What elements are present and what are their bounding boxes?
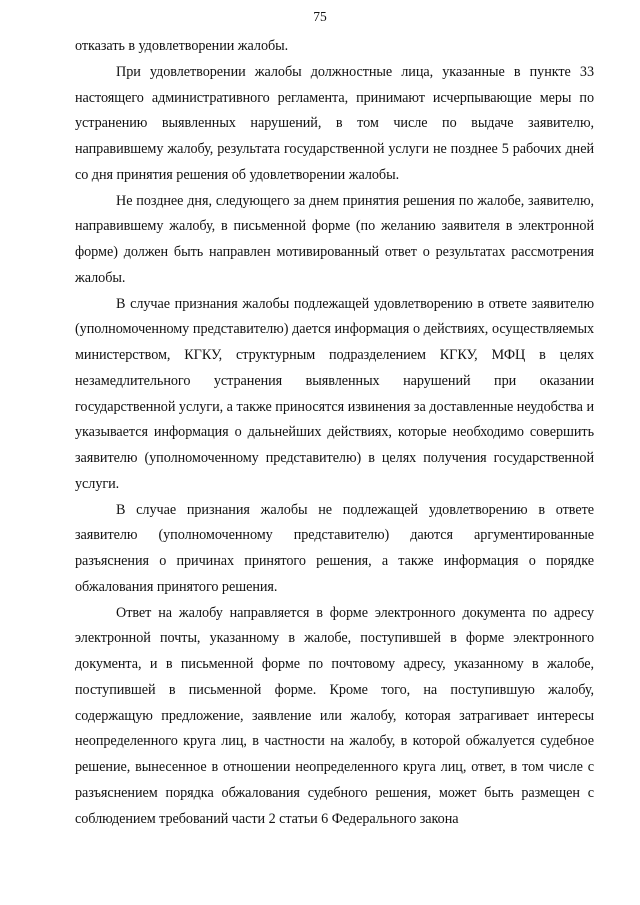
paragraph-complaint-satisfaction: При удовлетворении жалобы должностные лица, указанные в пункте 33 настоящего административного регламента, принимают исчерпывающие меры по устранению выявленных нарушений, в том числе по выдаче заявителю, направившему жалобу, результата государственной услуги не позднее 5 рабочих дней со дня принятия решения об удовлетворении жалобы. xyxy=(75,63,594,183)
paragraph-complaint-rejected: В случае признания жалобы не подлежащей удовлетворению в ответе заявителю (уполномоченному представителю) даются аргументированные разъяснения о причинах принятого решения, а также информация о порядке обжалования принятого решения. xyxy=(75,501,594,595)
document-body xyxy=(75,34,594,832)
page-number: 75 xyxy=(313,9,327,24)
paragraph-reasoned-response: Не позднее дня, следующего за днем принятия решения по жалобе, заявителю, направившему жалобу, в письменной форме (по желанию заявителя в электронной форме) должен быть направлен мотивированный ответ о результатах рассмотрения жалобы. xyxy=(75,192,594,286)
paragraph-complaint-upheld: В случае признания жалобы подлежащей удовлетворению в ответе заявителю (уполномоченному представителю) дается информация о действиях, осуществляемых министерством, КГКУ, структурным подразделением КГКУ, МФЦ в целях незамедлительного устранения выявленных нарушений при оказании государственной услуги, а также приносятся извинения за доставленные неудобства и указывается информация о дальнейших действиях, которые необходимо совершить заявителю (уполномоченному представителю) в целях получения государственной услуги. xyxy=(75,295,594,492)
paragraph-response-delivery: Ответ на жалобу направляется в форме электронного документа по адресу электронной почты, указанному в жалобе, поступившей в форме электронного документа, и в письменной форме по почтовому адресу, указанному в жалобе, поступившей в письменной форме. Кроме того, на поступившую жалобу, содержащую предложение, заявление или жалобу, которая затрагивает интересы неопределенного круга лиц, в частности на жалобу, в которой обжалуется судебное решение, вынесенное в отношении неопределенного круга лиц, ответ, в том числе с разъяснением порядка обжалования судебного решения, может быть размещен с соблюдением требований части 2 статьи 6 Федерального закона xyxy=(75,604,594,827)
paragraph-continuation: отказать в удовлетворении жалобы. xyxy=(75,38,289,54)
